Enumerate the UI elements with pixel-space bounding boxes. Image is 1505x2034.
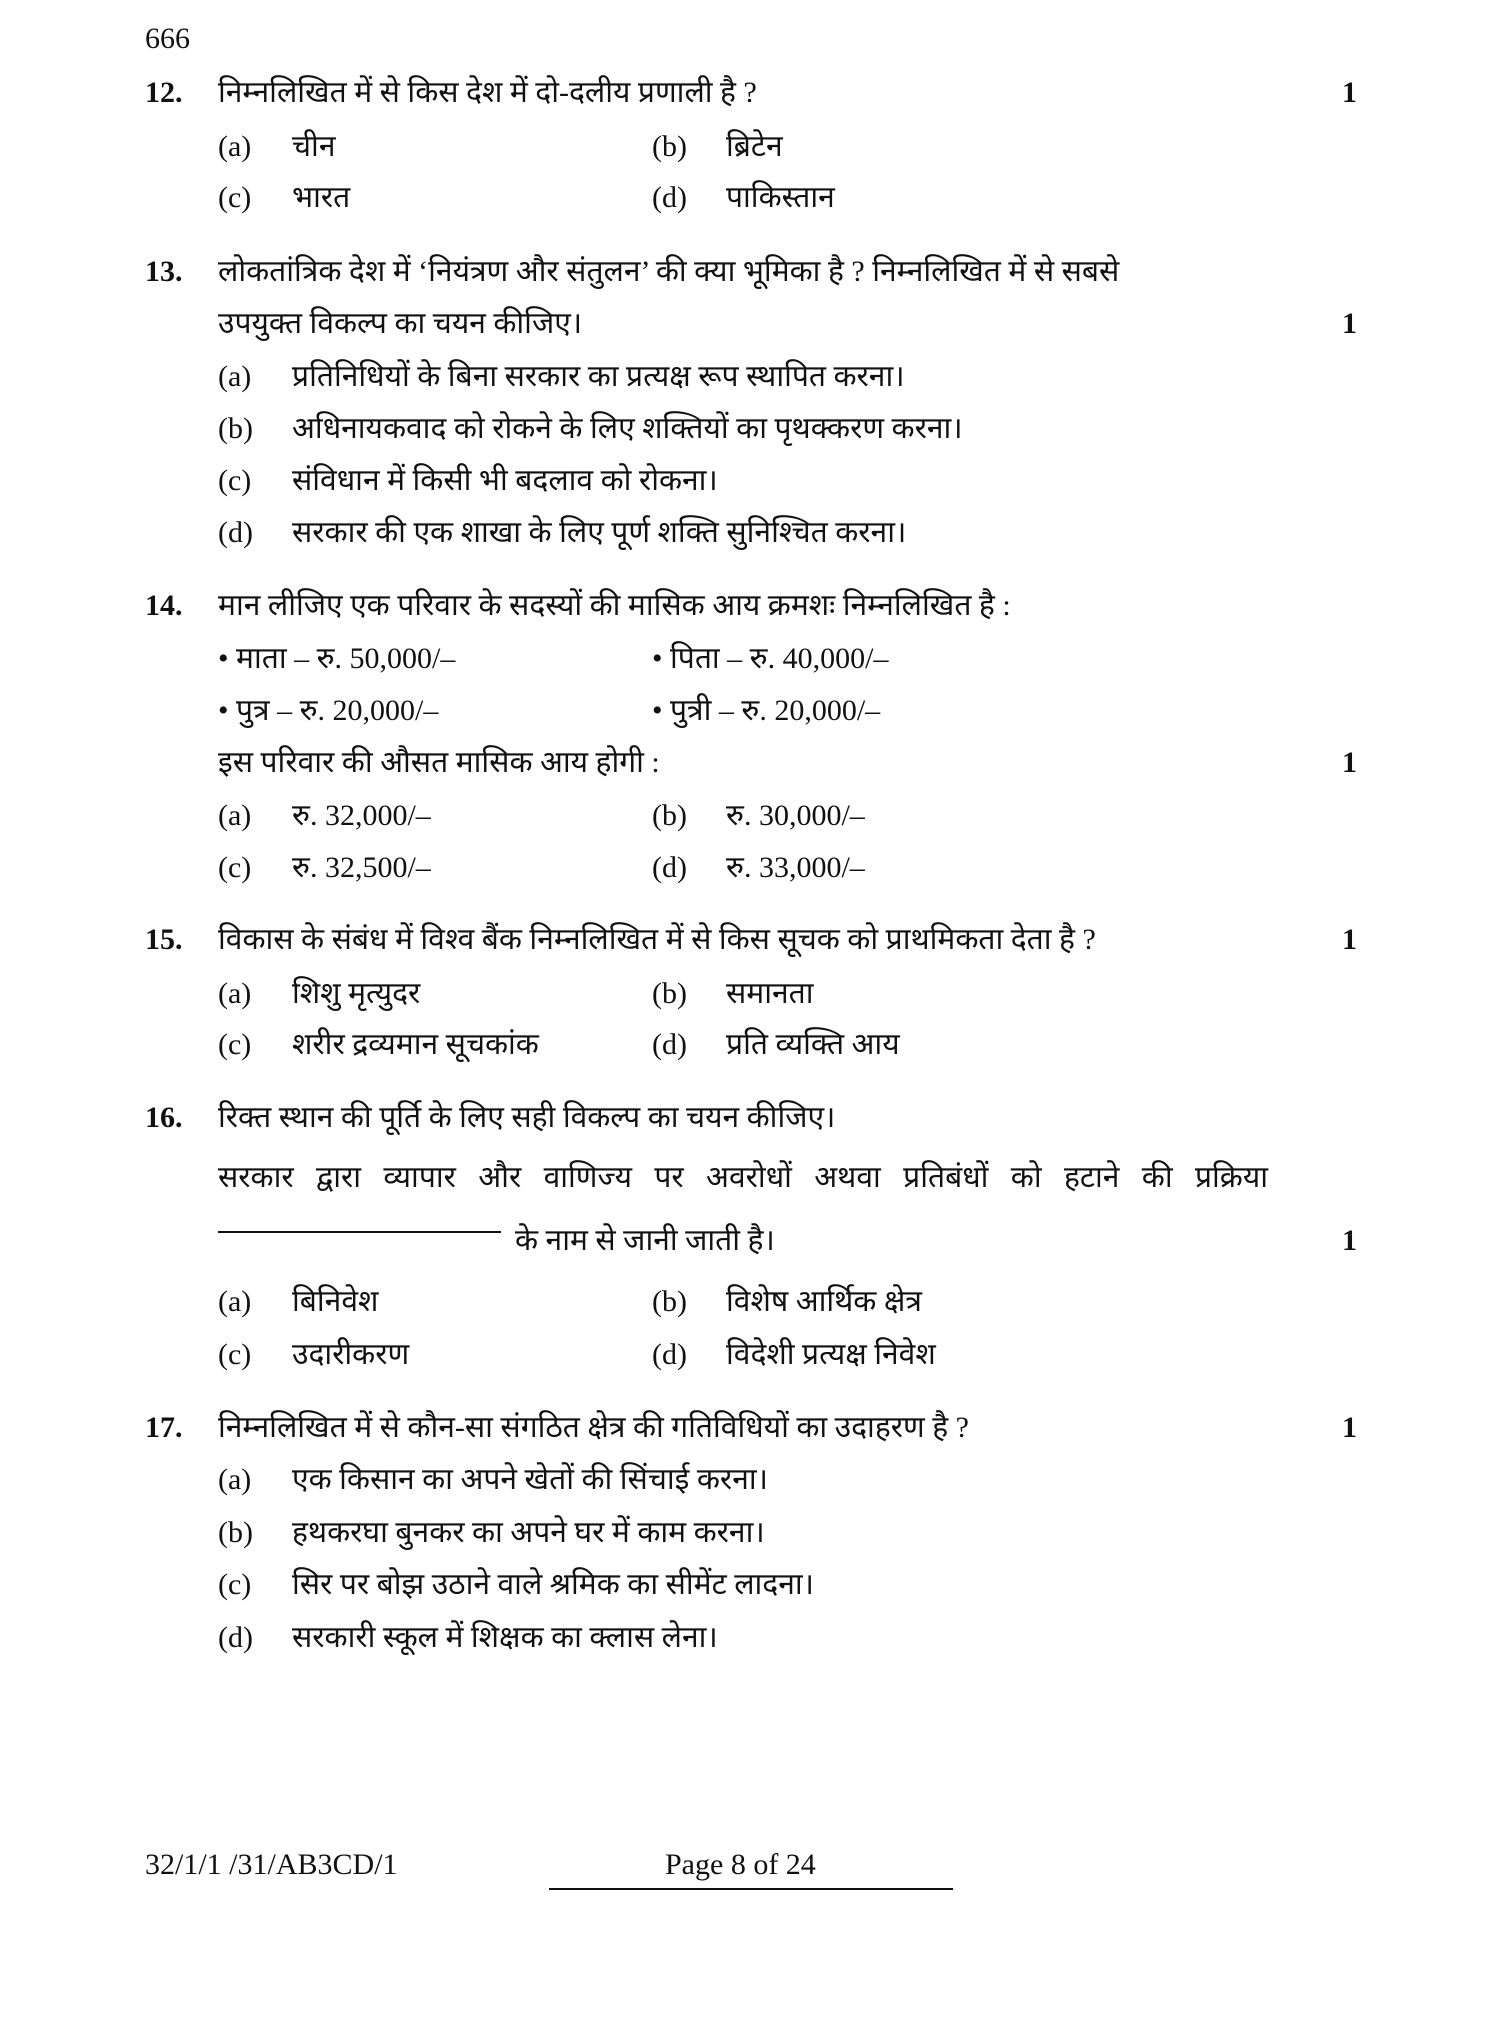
option-label: (c) xyxy=(218,1568,252,1601)
option-text: प्रतिनिधियों के बिना सरकार का प्रत्यक्ष रूप स्थापित करना। xyxy=(292,360,905,393)
option-text: प्रति व्यक्ति आय xyxy=(726,1028,900,1061)
question-text-line2: उपयुक्त विकल्प का चयन कीजिए। xyxy=(218,307,583,340)
option-text: अधिनायकवाद को रोकने के लिए शक्तियों का पृथक्करण करना। xyxy=(292,412,963,445)
marks: 1 xyxy=(1342,1411,1357,1444)
option-text: ब्रिटेन xyxy=(726,130,783,163)
option-text: समानता xyxy=(726,977,814,1010)
question-number: 14. xyxy=(145,589,183,622)
page-code: 666 xyxy=(145,22,190,55)
option-text: पाकिस्तान xyxy=(726,181,835,214)
option-label: (b) xyxy=(652,130,687,163)
option-label: (d) xyxy=(652,181,687,214)
option-label: (b) xyxy=(652,1285,687,1318)
marks: 1 xyxy=(1342,923,1357,956)
option-label: (a) xyxy=(218,977,252,1010)
option-label: (a) xyxy=(218,1463,252,1496)
marks: 1 xyxy=(1342,746,1357,779)
option-label: (c) xyxy=(218,851,252,884)
fill-in-blank-line xyxy=(218,1231,501,1233)
option-label: (a) xyxy=(218,799,252,832)
option-label: (b) xyxy=(652,977,687,1010)
option-text: रु. 32,000/– xyxy=(292,799,431,832)
question-text: रिक्त स्थान की पूर्ति के लिए सही विकल्प का चयन कीजिए। xyxy=(218,1101,836,1134)
option-label: (b) xyxy=(218,1516,253,1549)
marks: 1 xyxy=(1342,307,1357,340)
income-item: • पिता – रु. 40,000/– xyxy=(652,642,889,675)
question-text: निम्नलिखित में से किस देश में दो-दलीय प्रणाली है ? xyxy=(218,76,757,109)
question-text: मान लीजिए एक परिवार के सदस्यों की मासिक आय क्रमशः निम्नलिखित है : xyxy=(218,589,1011,622)
option-label: (a) xyxy=(218,130,252,163)
option-label: (c) xyxy=(218,1338,252,1371)
question-number: 12. xyxy=(145,76,183,109)
option-text: चीन xyxy=(292,130,336,163)
option-label: (d) xyxy=(652,851,687,884)
option-label: (a) xyxy=(218,1285,252,1318)
option-text: सिर पर बोझ उठाने वाले श्रमिक का सीमेंट लादना। xyxy=(292,1568,815,1601)
option-label: (c) xyxy=(218,464,252,497)
option-text: शिशु मृत्युदर xyxy=(292,977,421,1010)
footer-page-number: Page 8 of 24 xyxy=(665,1848,816,1881)
option-text: उदारीकरण xyxy=(292,1338,410,1371)
option-text: संविधान में किसी भी बदलाव को रोकना। xyxy=(292,464,718,497)
option-label: (d) xyxy=(218,1621,253,1654)
option-label: (a) xyxy=(218,360,252,393)
footer-paper-code: 32/1/1 /31/AB3CD/1 xyxy=(145,1848,398,1881)
option-label: (d) xyxy=(652,1028,687,1061)
option-text: विदेशी प्रत्यक्ष निवेश xyxy=(726,1338,936,1371)
option-label: (c) xyxy=(218,1028,252,1061)
question-text: विकास के संबंध में विश्व बैंक निम्नलिखित में से किस सूचक को प्राथमिकता देता है ? xyxy=(218,923,1096,956)
option-label: (c) xyxy=(218,181,252,214)
option-text: शरीर द्रव्यमान सूचकांक xyxy=(292,1028,539,1061)
question-number: 13. xyxy=(145,255,183,288)
option-label: (d) xyxy=(652,1338,687,1371)
option-label: (d) xyxy=(218,516,253,549)
footer-underline xyxy=(549,1888,953,1890)
question-number: 17. xyxy=(145,1411,183,1444)
option-text: सरकारी स्कूल में शिक्षक का क्लास लेना। xyxy=(292,1621,718,1654)
option-text: भारत xyxy=(292,181,351,214)
marks: 1 xyxy=(1342,76,1357,109)
question-number: 16. xyxy=(145,1101,183,1134)
option-text: रु. 32,500/– xyxy=(292,851,431,884)
option-label: (b) xyxy=(652,799,687,832)
option-text: रु. 30,000/– xyxy=(726,799,865,832)
question-text-line3: के नाम से जानी जाती है। xyxy=(515,1224,775,1257)
income-item: • माता – रु. 50,000/– xyxy=(218,642,456,675)
question-text: लोकतांत्रिक देश में ‘नियंत्रण और संतुलन’ की क्या भूमिका है ? निम्नलिखित में से सबसे xyxy=(218,255,1120,288)
question-number: 15. xyxy=(145,923,183,956)
option-text: एक किसान का अपने खेतों की सिंचाई करना। xyxy=(292,1463,768,1496)
question-text-line2: सरकार द्वारा व्यापार और वाणिज्य पर अवरोधों अथवा प्रतिबंधों को हटाने की प्रक्रिया xyxy=(218,1161,1268,1194)
option-text: बिनिवेश xyxy=(292,1285,379,1318)
question-text: निम्नलिखित में से कौन-सा संगठित क्षेत्र की गतिविधियों का उदाहरण है ? xyxy=(218,1411,969,1444)
income-item: • पुत्री – रु. 20,000/– xyxy=(652,694,881,727)
option-label: (b) xyxy=(218,412,253,445)
question-text-line2: इस परिवार की औसत मासिक आय होगी : xyxy=(218,746,660,779)
marks: 1 xyxy=(1342,1224,1357,1257)
option-text: विशेष आर्थिक क्षेत्र xyxy=(726,1285,922,1318)
option-text: सरकार की एक शाखा के लिए पूर्ण शक्ति सुनिश्चित करना। xyxy=(292,516,907,549)
option-text: रु. 33,000/– xyxy=(726,851,865,884)
income-item: • पुत्र – रु. 20,000/– xyxy=(218,694,439,727)
option-text: हथकरघा बुनकर का अपने घर में काम करना। xyxy=(292,1516,765,1549)
